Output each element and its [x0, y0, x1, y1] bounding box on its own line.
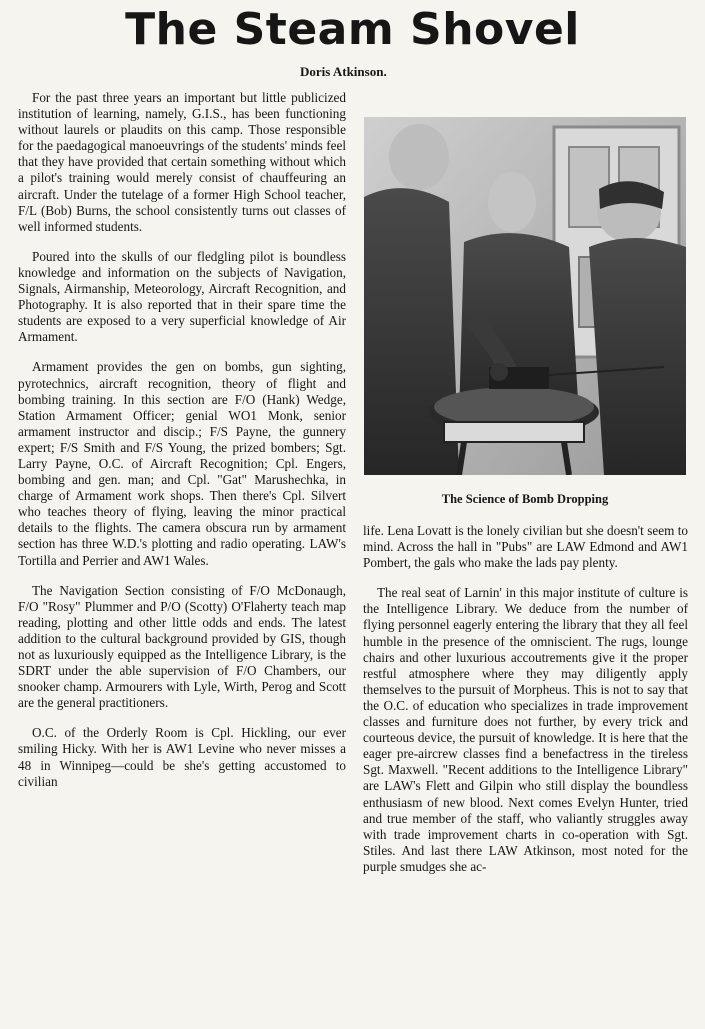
- paragraph: Armament provides the gen on bombs, gun sighting, pyrotechnics, aircraft recognition, theory of flight and bombing training. In this section are F/O (Hank) Wedge, Station Armament Officer; genial WO1 Monk, senior armament instructor and discip.; F/S Payne, the gunnery expert; F/S Smith and F/S Young, the prized bombers; Sgt. Larry Payne, O.C. of Aircraft Recognition; Cpl. Engers, bombing and gen. man; and Cpl. "Gat" Marushechka, in charge of Armament work shops. Then there's Cpl. Silvert who teaches theory of flying, leaving the minor practical details to the flights. The camera obscura run by armament section has three W.D.'s plotting and radio operating. LAW's Tortilla and Perrier and AW1 Wales.: [18, 359, 346, 568]
- paragraph: O.C. of the Orderly Room is Cpl. Hickling, our ever smiling Hicky. With her is AW1 Levine who never misses a 48 in Winnipeg—could be she's getting accustomed to civilian: [18, 725, 346, 789]
- photo-caption: The Science of Bomb Dropping: [441, 492, 609, 506]
- paragraph: Poured into the skulls of our fledgling pilot is boundless knowledge and information on the subjects of Navigation, Signals, Airmanship, Meteorology, Aircraft Recognition, and Photography. It is also reported that in their spare time the students are exposed to a very superficial knowledge of Air Armament.: [18, 248, 346, 345]
- paragraph: For the past three years an important but little publicized institution of learning, namely, G.I.S., has been functioning without laurels or plaudits on this camp. Those responsible for the paedagogical manoeuvrings of the students' minds feel that they have provided that certain something without which a pilot's training would merely consist of chauffeuring an aircraft. Under the tutelage of a former High School teacher, F/L (Bob) Burns, the school consistently turns out classes of well informed students.: [18, 90, 346, 234]
- paragraph: The Navigation Section consisting of F/O McDonaugh, F/O "Rosy" Plummer and P/O (Scotty) O'Flaherty teach map reading, plotting and other little odds and ends. The latest addition to the cultural background provided by GIS, though not as luxuriously equipped as the Intelligence Library, is the SDRT under the able supervision of F/O Chambers, our snooker champ. Armourers with Lyle, Wirth, Perog and Scott are the general practitioners.: [18, 582, 346, 711]
- photo-illustration: [364, 117, 686, 475]
- article-byline: Doris Atkinson.: [300, 64, 387, 79]
- paragraph: The real seat of Larnin' in this major institute of culture is the Intelligence Library. We deduce from the number of flying personnel eagerly entering the library that they all feel humble in the presence of the omniscient. The rugs, lounge chairs and other luxurious accoutrements give it the proper restful atmosphere where they may diligently apply themselves to the pursuit of Morpheus. This is not to say that the O.C. of education who specializes in trade improvement classes and furniture does not further, by every trick and courteous device, the pursuit of knowledge. It is here that the eager pre-aircrew classes find a benefactress in the tireless Sgt. Maxwell. "Recent additions to the Intelligence Library" are LAW's Flett and Gilpin who still display the boundless enthusiasm of new blood. Next comes Evelyn Hunter, tried and true member of the staff, who valiantly struggles away with trade improvement charts in co-operation with Sgt. Stiles. And last there LAW Atkinson, most noted for the purple smudges she ac-: [363, 585, 688, 874]
- article-title: The Steam Shovel: [125, 4, 580, 55]
- photo-bomb-dropping: [364, 117, 686, 475]
- paragraph: life. Lena Lovatt is the lonely civilian but she doesn't seem to mind. Across the hall in "Pubs" are LAW Edmond and AW1 Pombert, the gals who make the lads pay plenty.: [363, 523, 688, 571]
- right-column: [363, 523, 688, 889]
- left-column: [18, 90, 346, 804]
